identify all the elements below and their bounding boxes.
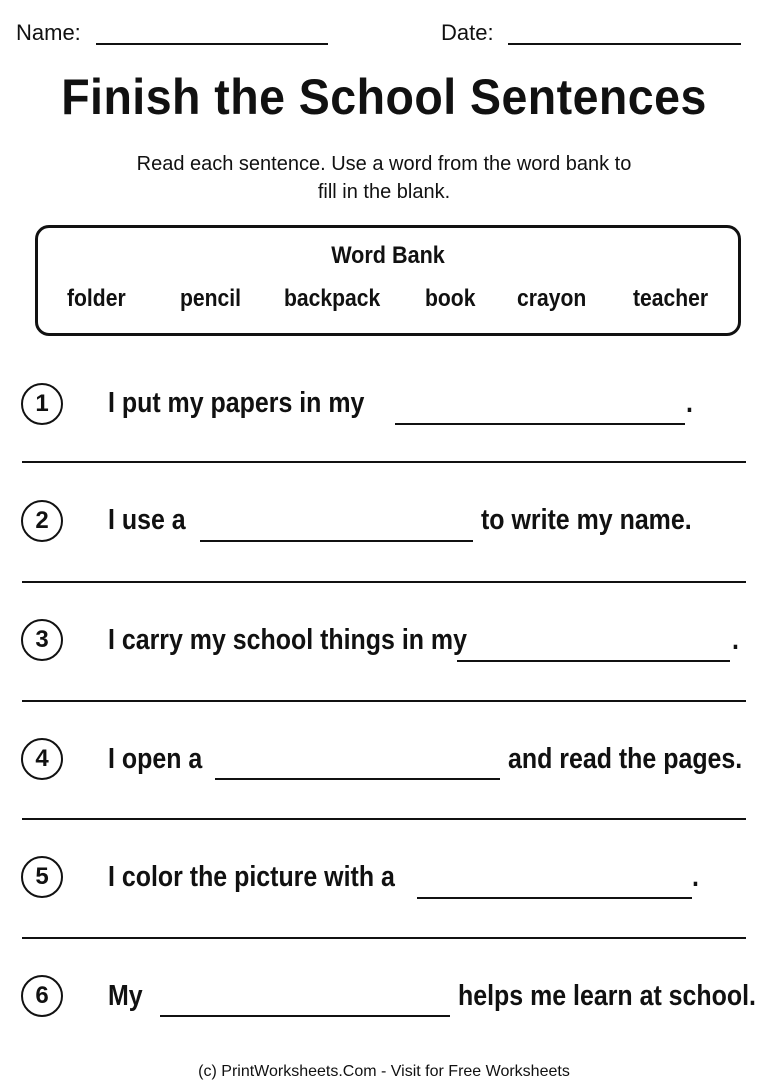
question-5-blank[interactable]: [417, 897, 692, 899]
word-bank-title: Word Bank: [331, 242, 445, 269]
question-1-ending: .: [686, 387, 693, 419]
question-4-ending: and read the pages.: [508, 743, 743, 775]
name-label: Name:: [16, 20, 81, 45]
question-5-ending: .: [692, 861, 699, 893]
instructions-line-1: Read each sentence. Use a word from the word bank to: [136, 153, 632, 175]
page-title: Finish the School Sentences: [61, 69, 707, 125]
question-number-2: 2: [21, 500, 63, 542]
footer-credit: (c) PrintWorksheets.Com - Visit for Free Worksheets: [198, 1063, 570, 1080]
answer-line-2: [22, 581, 746, 583]
word-bank-word: backpack: [284, 285, 381, 312]
question-number-5: 5: [21, 856, 63, 898]
question-1-text: I put my papers in my: [108, 387, 365, 419]
word-bank-word: pencil: [180, 285, 242, 312]
word-bank: [35, 225, 741, 336]
question-number-3: 3: [21, 619, 63, 661]
question-4-blank[interactable]: [215, 778, 500, 780]
answer-line-4: [22, 818, 746, 820]
name-field[interactable]: [96, 43, 328, 45]
question-5-text: I color the picture with a: [108, 861, 395, 893]
answer-line-5: [22, 937, 746, 939]
word-bank-word: teacher: [633, 285, 709, 312]
answer-line-1: [22, 461, 746, 463]
question-2-ending: to write my name.: [481, 504, 692, 536]
word-bank-word: book: [425, 285, 476, 312]
instructions: [84, 150, 684, 206]
question-2-blank[interactable]: [200, 540, 473, 542]
question-4-text: I open a: [108, 743, 203, 775]
question-number-1: 1: [21, 383, 63, 425]
instructions-line-2: fill in the blank.: [317, 181, 451, 203]
question-6-text: My: [108, 980, 143, 1012]
question-1-blank[interactable]: [395, 423, 685, 425]
date-label: Date:: [441, 20, 494, 45]
question-6-blank[interactable]: [160, 1015, 450, 1017]
question-6-ending: helps me learn at school.: [458, 980, 756, 1012]
date-field[interactable]: [508, 43, 741, 45]
question-3-ending: .: [732, 624, 739, 656]
question-number-6: 6: [21, 975, 63, 1017]
answer-line-3: [22, 700, 746, 702]
question-2-text: I use a: [108, 504, 186, 536]
word-bank-word: folder: [67, 285, 126, 312]
question-3-blank[interactable]: [457, 660, 730, 662]
question-number-4: 4: [21, 738, 63, 780]
question-3-text: I carry my school things in my: [108, 624, 467, 656]
word-bank-word: crayon: [517, 285, 587, 312]
